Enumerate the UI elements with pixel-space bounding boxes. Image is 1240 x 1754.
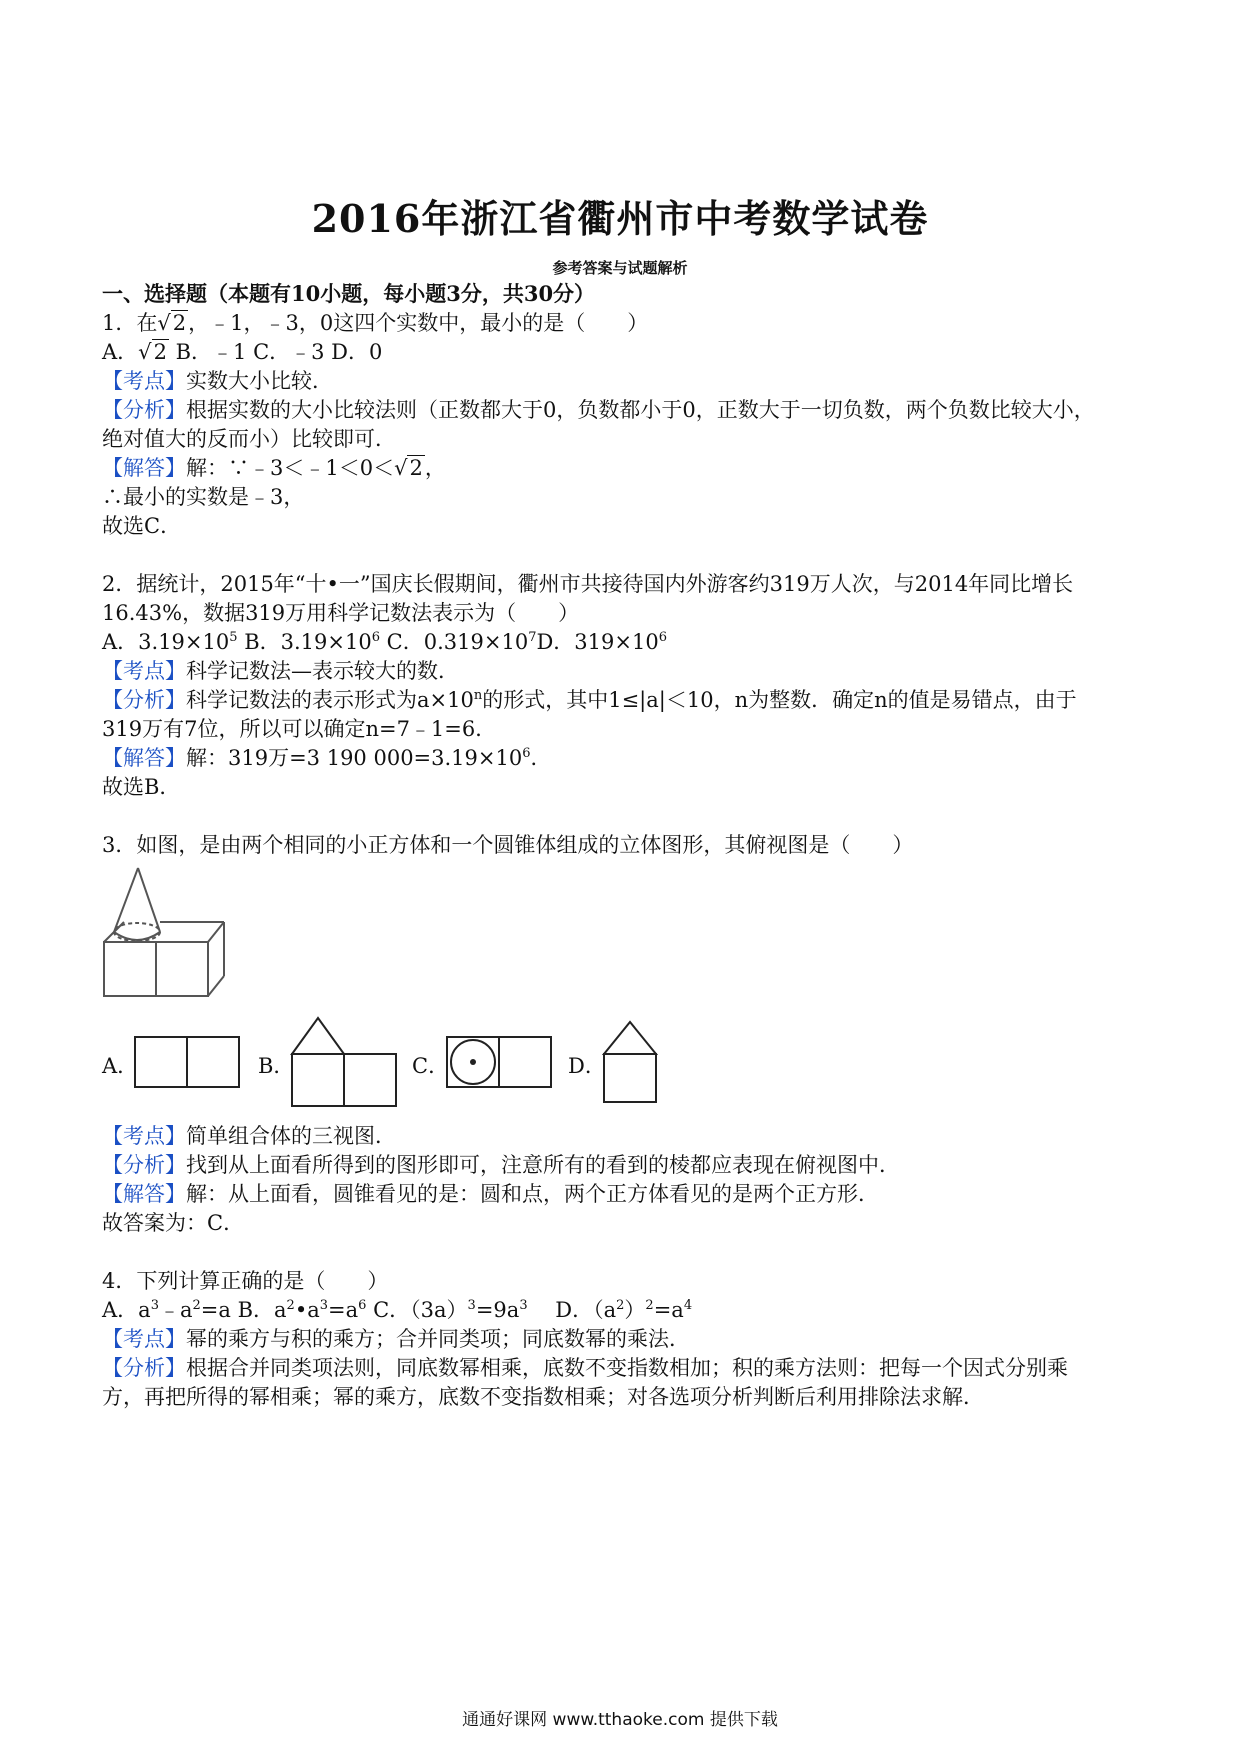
option-text: =9a xyxy=(475,1298,520,1322)
jieda-text: ， xyxy=(424,456,446,480)
jieda-text: 解：319万=3 190 000=3.19×10 xyxy=(186,746,523,770)
jieda-text: ． xyxy=(530,746,552,770)
q1-stem-part: ，﹣1，﹣3，0这四个实数中，最小的是（ ） xyxy=(188,311,649,335)
page-footer: 通通好课网 www.tthaoke.com 提供下载 xyxy=(462,1710,778,1730)
option-text: A．a xyxy=(102,1298,151,1322)
kaodian-tag: 【考点】 xyxy=(102,369,186,393)
jieda-text: 解：从上面看，圆锥看见的是：圆和点，两个正方体看见的是两个正方形． xyxy=(186,1182,879,1206)
exponent: 3 xyxy=(319,1298,329,1313)
kaodian-text: 科学记数法—表示较大的数． xyxy=(186,659,459,683)
q4-stem: 4．下列计算正确的是（ ） xyxy=(102,1269,389,1293)
q1-fenxi-cont: 绝对值大的反而小）比较即可． xyxy=(102,427,396,451)
sqrt-expression: √2 xyxy=(394,456,423,480)
kaodian-text: 实数大小比较． xyxy=(186,369,333,393)
exponent: 6 xyxy=(358,1298,367,1313)
solid-figure xyxy=(100,862,230,1002)
jieda-text: 解：∵﹣3＜﹣1＜0＜ xyxy=(186,456,395,480)
exponent: n xyxy=(473,688,483,703)
fenxi-tag: 【分析】 xyxy=(102,1153,186,1177)
q3-stem: 3．如图，是由两个相同的小正方体和一个圆锥体组成的立体图形，其俯视图是（ ） xyxy=(102,833,914,857)
q2-jieda xyxy=(102,744,552,772)
option-c-label: C． xyxy=(412,1054,450,1078)
option-c-figure xyxy=(446,1036,552,1088)
fenxi-tag: 【分析】 xyxy=(102,688,186,712)
q1-stem xyxy=(102,309,648,337)
option-d-label: D． xyxy=(568,1054,606,1078)
kaodian-tag: 【考点】 xyxy=(102,1124,186,1148)
q3-fenxi xyxy=(102,1151,900,1179)
fenxi-tag: 【分析】 xyxy=(102,398,186,422)
q3-jieda xyxy=(102,1180,879,1208)
q3-answer: 故答案为：C． xyxy=(102,1211,245,1235)
option-b-figure xyxy=(290,1016,398,1108)
option-text: =a xyxy=(653,1298,684,1322)
option-text: ） xyxy=(624,1298,646,1322)
q4-options xyxy=(102,1296,692,1324)
option-text: ﹣a xyxy=(158,1298,193,1322)
kaodian-tag: 【考点】 xyxy=(102,1327,186,1351)
q1-answer: 故选C． xyxy=(102,514,182,538)
exponent: 2 xyxy=(192,1298,201,1313)
fenxi-text: 根据合并同类项法则，同底数幂相乘，底数不变指数相加；积的乘方法则：把每一个因式分别乘 xyxy=(186,1356,1068,1380)
kaodian-tag: 【考点】 xyxy=(102,659,186,683)
exponent: 6 xyxy=(371,630,380,645)
option-text: =a B．a xyxy=(200,1298,287,1322)
option-b: B．3.19×10 xyxy=(237,630,372,654)
option-label: A． xyxy=(102,340,139,364)
option-d-figure xyxy=(602,1020,658,1104)
option-b-label: B． xyxy=(258,1054,295,1078)
q2-options xyxy=(102,628,667,656)
q1-fenxi xyxy=(102,396,1095,424)
page-title: 2016年浙江省衢州市中考数学试卷 xyxy=(311,196,929,241)
q1-options xyxy=(102,338,382,366)
exponent: 2 xyxy=(286,1298,295,1313)
exponent: 2 xyxy=(645,1298,654,1313)
kaodian-text: 简单组合体的三视图． xyxy=(186,1124,396,1148)
option-a-label: A． xyxy=(102,1054,139,1078)
page-subtitle: 参考答案与试题解析 xyxy=(552,259,688,277)
option-a-figure xyxy=(134,1036,240,1088)
fenxi-text: 的形式，其中1≤|a|＜10，n为整数．确定n的值是易错点，由于 xyxy=(482,688,1077,712)
option-text: =a xyxy=(328,1298,359,1322)
q4-fenxi xyxy=(102,1354,1068,1382)
fenxi-text: 根据实数的大小比较法则（正数都大于0，负数都小于0，正数大于一切负数，两个负数比较大小， xyxy=(186,398,1095,422)
q2-stem: 2．据统计，2015年“十•一”国庆长假期间，衢州市共接待国内外游客约319万人次，与2014年同比增长 xyxy=(102,572,1074,596)
option-text: •a xyxy=(294,1298,320,1322)
sqrt-radicand: 2 xyxy=(153,340,167,364)
q1-jieda xyxy=(102,454,446,482)
exponent: 7 xyxy=(528,630,537,645)
exponent: 6 xyxy=(658,630,667,645)
q4-fenxi-cont: 方，再把所得的幂相乘；幂的乘方，底数不变指数相乘；对各选项分析判断后利用排除法求解． xyxy=(102,1385,984,1409)
fenxi-tag: 【分析】 xyxy=(102,1356,186,1380)
q3-kaodian xyxy=(102,1122,396,1150)
section-heading: 一、选择题（本题有10小题，每小题3分，共30分） xyxy=(102,281,596,306)
q2-fenxi xyxy=(102,686,1077,714)
option-text: C．（3a） xyxy=(366,1298,468,1322)
q1-kaodian xyxy=(102,367,333,395)
options-rest: B．﹣1 C．﹣3 D．0 xyxy=(168,340,383,364)
sqrt-expression: √2 xyxy=(138,340,167,364)
jieda-tag: 【解答】 xyxy=(102,1182,186,1206)
option-d: D．319×10 xyxy=(536,630,659,654)
q2-answer: 故选B． xyxy=(102,775,181,799)
option-a: A．3.19×10 xyxy=(102,630,230,654)
jieda-tag: 【解答】 xyxy=(102,746,186,770)
exponent: 6 xyxy=(522,746,531,761)
sqrt-radicand: 2 xyxy=(409,456,423,480)
fenxi-text: 科学记数法的表示形式为a×10 xyxy=(186,688,474,712)
exponent: 4 xyxy=(683,1298,693,1313)
sqrt-radicand: 2 xyxy=(172,311,187,335)
q1-stem-part: 1．在 xyxy=(102,311,158,335)
q2-kaodian xyxy=(102,657,459,685)
q4-kaodian xyxy=(102,1325,690,1353)
q2-fenxi-cont: 319万有7位，所以可以确定n=7﹣1=6． xyxy=(102,717,497,741)
exponent: 5 xyxy=(229,630,238,645)
jieda-tag: 【解答】 xyxy=(102,456,186,480)
q2-stem-cont: 16.43%，数据319万用科学记数法表示为（ ） xyxy=(102,601,580,625)
option-text: D．（a xyxy=(527,1298,617,1322)
fenxi-text: 找到从上面看所得到的图形即可，注意所有的看到的棱都应表现在俯视图中． xyxy=(186,1153,900,1177)
kaodian-text: 幂的乘方与积的乘方；合并同类项；同底数幂的乘法． xyxy=(186,1327,690,1351)
exponent: 3 xyxy=(467,1298,476,1313)
sqrt-expression: √2 xyxy=(157,311,187,335)
q1-jieda-2: ∴最小的实数是﹣3， xyxy=(102,485,305,509)
option-c: C．0.319×10 xyxy=(380,630,529,654)
exponent: 3 xyxy=(519,1298,528,1313)
exponent: 2 xyxy=(616,1298,625,1313)
exponent: 3 xyxy=(150,1298,159,1313)
